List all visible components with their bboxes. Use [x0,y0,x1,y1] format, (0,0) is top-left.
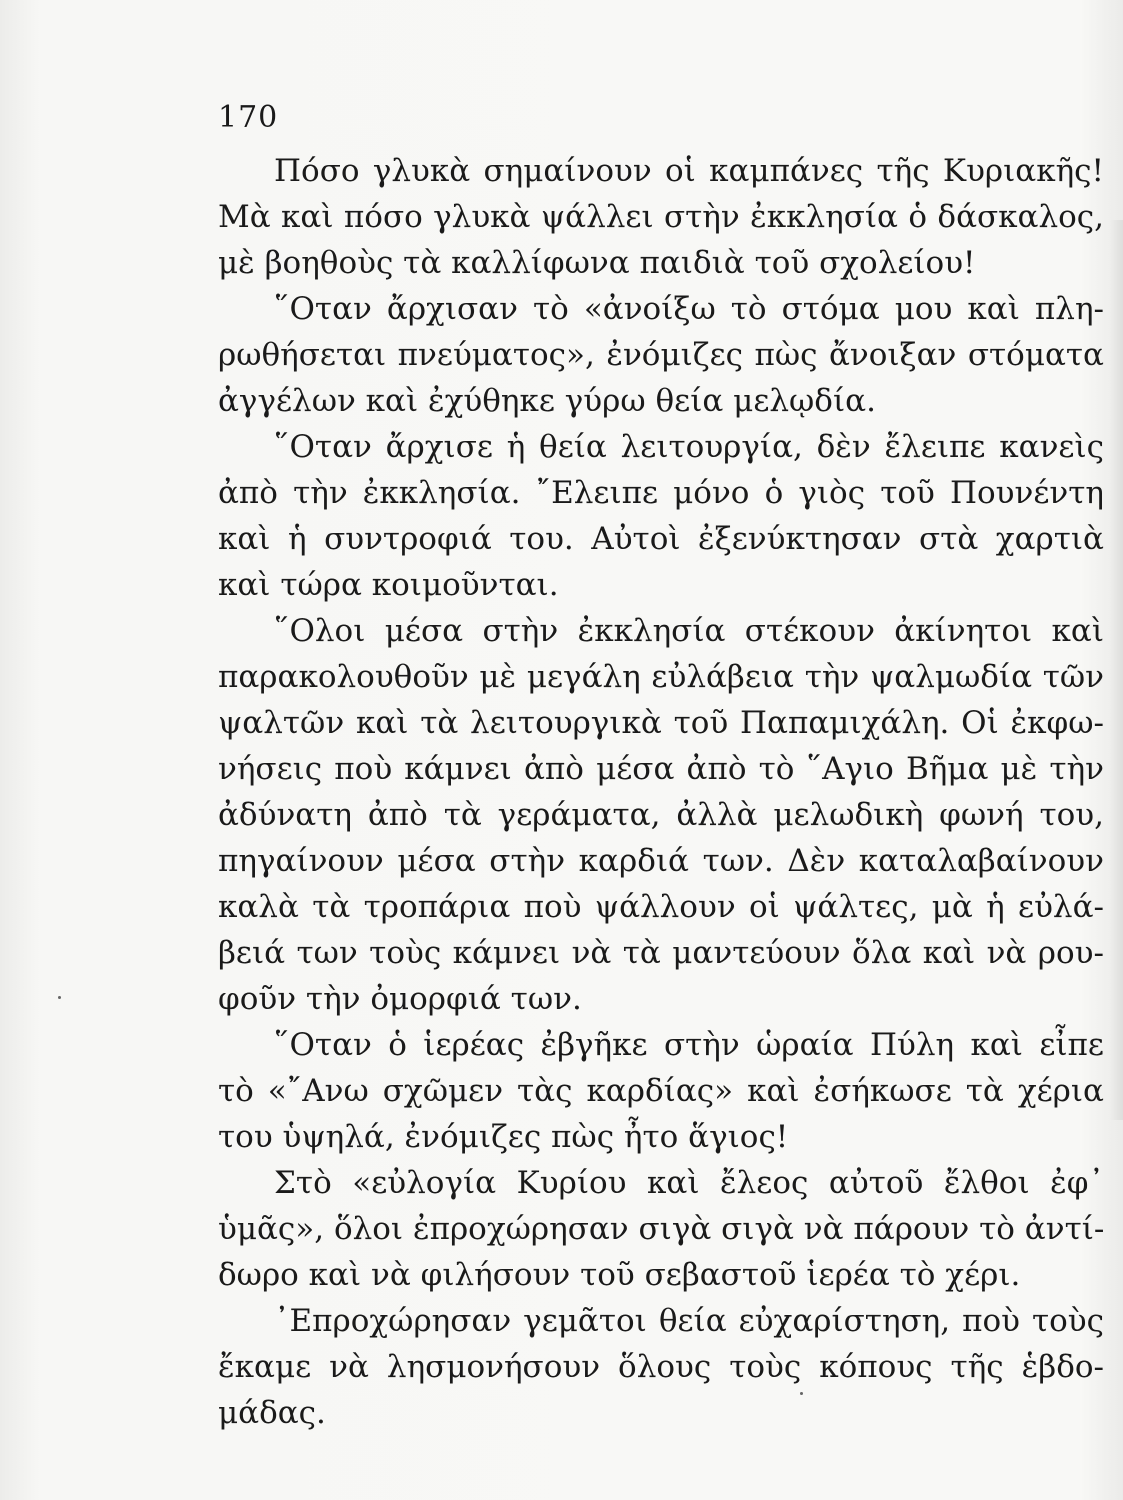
text-line: ῞Ολοι μέσα στὴν ἐκκλησία στέκουν ἀκίνητοι καὶ [274,613,1104,649]
text-line: Μὰ καὶ πόσο γλυκὰ ψάλλει στὴν ἐκκλησία ὁ δάσκαλος, [218,199,1104,235]
text-line: φοῦν τὴν ὀμορφιά των. [218,981,582,1017]
text-line: καὶ ἡ συντροφιά του. Αὐτοὶ ἐξενύκτησαν στὰ χαρτιὰ [218,521,1104,557]
text-line: ἀγγέλων καὶ ἐχύθηκε γύρω θεία μελῳδία. [218,383,876,419]
text-line: Στὸ «εὐλογία Κυρίου καὶ ἔλεος αὐτοῦ ἔλθοι ἐφ᾿ [274,1165,1104,1201]
text-line: ἔκαμε νὰ λησμονήσουν ὅλους τοὺς κόπους τῆς ἑβδο- [218,1349,1104,1385]
text-line: ὑμᾶς», ὅλοι ἐπροχώρησαν σιγὰ σιγὰ νὰ πάρουν τὸ ἀντί- [218,1211,1105,1247]
text-line: μὲ βοηθοὺς τὰ καλλίφωνα παιδιὰ τοῦ σχολείου! [218,245,976,281]
text-line: ῞Οταν ἄρχισε ἡ θεία λειτουργία, δὲν ἔλειπε κανεὶς [274,429,1104,465]
text-line: πηγαίνουν μέσα στὴν καρδιά των. Δὲν καταλαβαίνουν [218,843,1104,879]
text-line: ἀπὸ τὴν ἐκκλησία. ῎Ελειπε μόνο ὁ γιὸς τοῦ Πουνέντη [218,475,1104,511]
text-line: βειά των τοὺς κάμνει νὰ τὰ μαντεύουν ὅλα καὶ νὰ ρου- [218,935,1104,971]
page-edge-shadow [1109,220,1123,1120]
text-line: μάδας. [218,1395,326,1431]
paper-speck [58,996,61,999]
text-line: του ὑψηλά, ἐνόμιζες πὼς ἦτο ἅγιος! [218,1119,789,1155]
text-line: Πόσο γλυκὰ σημαίνουν οἱ καμπάνες τῆς Κυριακῆς! [274,153,1104,189]
text-line: καλὰ τὰ τροπάρια ποὺ ψάλλουν οἱ ψάλτες, μὰ ἡ εὐλά- [218,889,1104,925]
text-line: ἀδύνατη ἀπὸ τὰ γεράματα, ἀλλὰ μελωδικὴ φωνή του, [218,797,1104,833]
page-number: 170 [218,100,279,135]
text-line: τὸ «῎Ανω σχῶμεν τὰς καρδίας» καὶ ἐσήκωσε τὰ χέρια [218,1073,1104,1109]
text-line: ψαλτῶν καὶ τὰ λειτουργικὰ τοῦ Παπαμιχάλη. Οἱ ἐκφω- [218,705,1104,741]
text-line: δωρο καὶ νὰ φιλήσουν τοῦ σεβαστοῦ ἱερέα τὸ χέρι. [218,1257,1021,1293]
text-line: παρακολουθοῦν μὲ μεγάλη εὐλάβεια τὴν ψαλμωδία τῶν [218,659,1104,695]
text-line: ῞Οταν ὁ ἱερέας ἐβγῆκε στὴν ὡραία Πύλη καὶ εἶπε [274,1027,1104,1063]
body-text [218,148,1104,1436]
text-line: ρωθήσεται πνεύματος», ἐνόμιζες πὼς ἄνοιξαν στόματα [218,337,1104,373]
text-line: ῞Οταν ἄρχισαν τὸ «ἀνοίξω τὸ στόμα μου καὶ πλη- [274,291,1104,327]
text-line: νήσεις ποὺ κάμνει ἀπὸ μέσα ἀπὸ τὸ ῞Αγιο Βῆμα μὲ τὴν [218,751,1104,787]
text-line: ᾿Επροχώρησαν γεμᾶτοι θεία εὐχαρίστηση, ποὺ τοὺς [274,1303,1104,1339]
text-line: καὶ τώρα κοιμοῦνται. [218,567,559,603]
